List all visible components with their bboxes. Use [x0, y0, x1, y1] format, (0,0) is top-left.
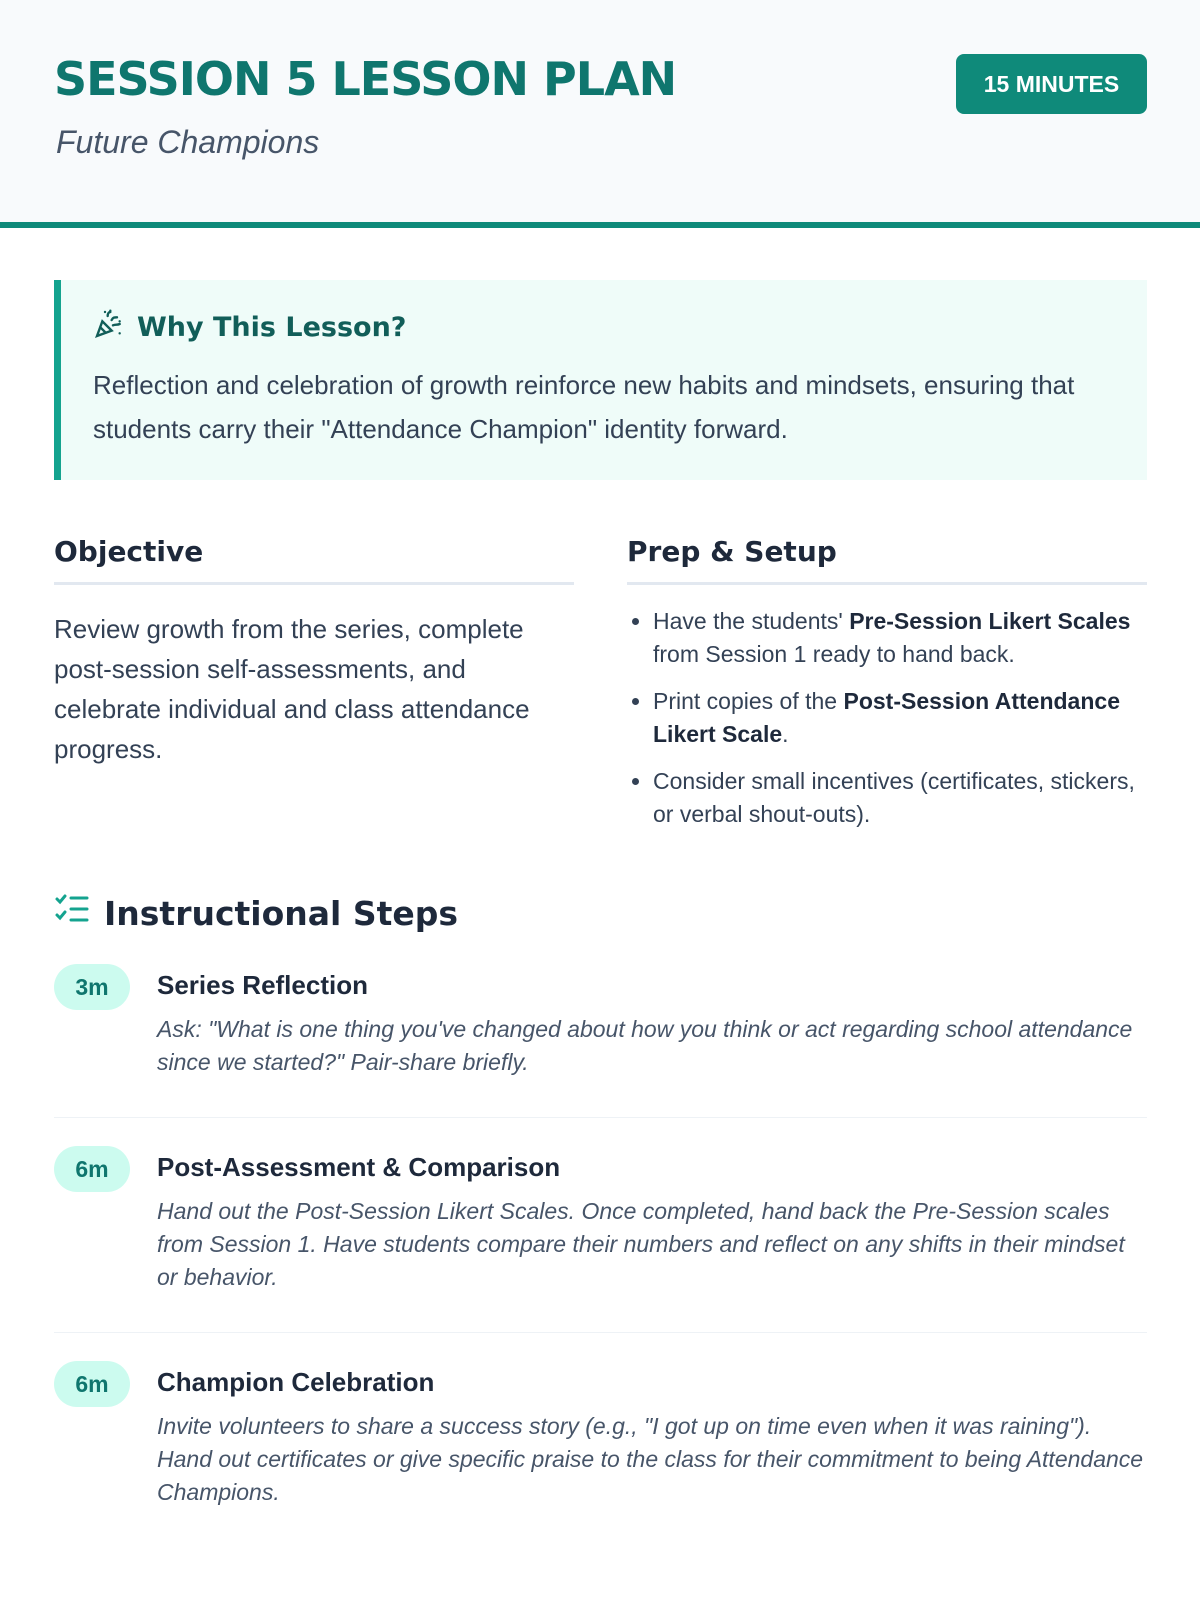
step-title: Post-Assessment & Comparison — [157, 1152, 561, 1182]
party-popper-icon — [93, 308, 125, 347]
prep-item — [653, 685, 1147, 751]
duration-badge: 15 MINUTES — [956, 54, 1147, 114]
prep-bold: Post-Session Attendance Likert Scale — [653, 688, 1120, 747]
step-text: Hand out the Post-Session Likert Scales. Once completed, hand back the Pre-Session scales from Session 1. Have students compare their numbers and reflect on any shifts in their mindset or behavior. — [157, 1198, 1125, 1290]
step-text: Ask: "What is one thing you've changed about how you think or act regarding school attendance since we started?" Pair-share briefly. — [157, 1016, 1133, 1075]
page-title: SESSION 5 LESSON PLAN — [54, 52, 677, 106]
why-title: Why This Lesson? — [137, 312, 407, 343]
prep-text: Consider small incentives (certificates, stickers, or verbal shout-outs). — [653, 768, 1135, 827]
step-item — [54, 1146, 1147, 1294]
prep-item — [653, 605, 1147, 671]
step-time-badge: 6m — [54, 1146, 130, 1192]
why-heading — [93, 308, 1115, 347]
objective-heading: Objective — [54, 535, 574, 585]
prep-text: Print copies of the — [653, 688, 844, 714]
objective-section — [54, 535, 574, 769]
prep-text: Have the students' — [653, 608, 850, 634]
step-text: Invite volunteers to share a success story (e.g., "I got up on time even when it was raining"). Hand out certificates or give specific praise to the class for their commitment to being Attendance Champions. — [157, 1413, 1144, 1505]
step-time-badge: 3m — [54, 964, 130, 1010]
prep-heading: Prep & Setup — [627, 535, 1147, 585]
header — [0, 0, 1200, 228]
prep-text: . — [782, 721, 789, 747]
step-item — [54, 1361, 1147, 1509]
prep-list — [627, 605, 1147, 831]
why-text: Reflection and celebration of growth reinforce new habits and mindsets, ensuring that students carry their "Attendance Champion" identity forward. — [93, 370, 1075, 444]
steps-heading — [54, 893, 458, 933]
step-time-badge: 6m — [54, 1361, 130, 1407]
prep-bold: Pre-Session Likert Scales — [849, 608, 1131, 634]
objective-text: Review growth from the series, complete post-session self-assessments, and celebrate individual and class attendance progress. — [54, 614, 530, 764]
page-subtitle: Future Champions — [56, 124, 320, 160]
step-item — [54, 964, 1147, 1079]
prep-text: from Session 1 ready to hand back. — [653, 641, 1015, 667]
why-callout — [54, 280, 1147, 480]
prep-section — [627, 535, 1147, 845]
prep-item — [653, 765, 1147, 831]
divider — [54, 1117, 1147, 1118]
checklist-icon — [54, 893, 90, 933]
step-title: Series Reflection — [157, 970, 368, 1000]
step-title: Champion Celebration — [157, 1367, 435, 1397]
steps-title: Instructional Steps — [104, 893, 459, 933]
divider — [54, 1332, 1147, 1333]
